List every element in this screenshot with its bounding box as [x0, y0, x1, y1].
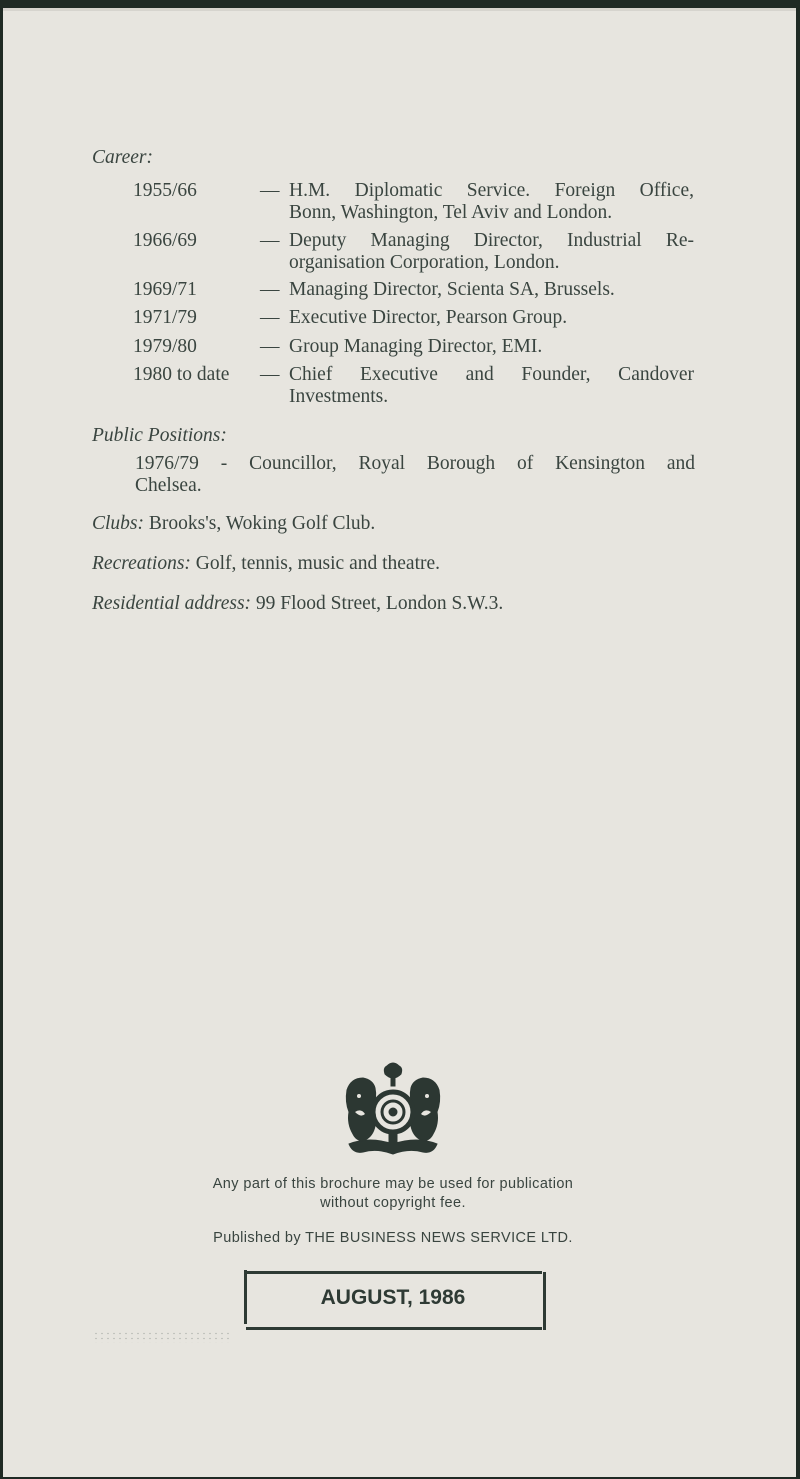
career-dash: —: [260, 307, 280, 328]
recreations-label: Recreations:: [92, 553, 191, 574]
career-description: [289, 279, 694, 301]
recreations-value: Golf, tennis, music and theatre.: [190, 553, 441, 574]
public-position-line: Chelsea.: [135, 475, 202, 496]
copyright-note-line: without copyright fee.: [320, 1195, 466, 1211]
career-description: [289, 307, 694, 329]
career-period: 1955/66: [133, 180, 197, 201]
publication-date-box: [240, 1268, 546, 1330]
career-period: 1969/71: [133, 279, 197, 300]
box-border-bottom: [246, 1327, 542, 1330]
career-description-line: Chief Executive and Founder, Candover: [289, 364, 694, 385]
career-period: 1980 to date: [133, 364, 230, 385]
publication-date: AUGUST, 1986: [320, 1286, 466, 1309]
career-description-line: Managing Director, Scienta SA, Brussels.: [289, 279, 615, 300]
copyright-note: [153, 1175, 633, 1213]
career-dash: —: [260, 279, 280, 300]
clubs-line: [92, 513, 375, 535]
career-description-line: H.M. Diplomatic Service. Foreign Office,: [289, 180, 694, 201]
brochure-page: [3, 8, 796, 1477]
public-position-line: 1976/79 - Councillor, Royal Borough of Kensington and: [135, 453, 695, 474]
career-period: 1971/79: [133, 307, 197, 328]
career-dash: —: [260, 364, 280, 385]
royal-coat-of-arms-icon: [341, 1062, 445, 1162]
address-value: 99 Flood Street, London S.W.3.: [251, 593, 504, 614]
career-dash: —: [260, 336, 280, 357]
box-border-top: [246, 1271, 542, 1274]
recreations-line: [92, 553, 440, 575]
career-period: 1966/69: [133, 230, 197, 251]
career-description-line: Executive Director, Pearson Group.: [289, 307, 568, 328]
career-period: 1979/80: [133, 336, 197, 357]
career-heading: Career:: [92, 147, 154, 168]
career-description-line: Investments.: [289, 386, 389, 407]
career-description: [289, 230, 694, 274]
career-description-line: Deputy Managing Director, Industrial Re-: [289, 230, 694, 251]
print-speckle: [93, 1331, 233, 1343]
career-description: [289, 180, 694, 224]
public-position-item: [135, 453, 695, 497]
career-dash: —: [260, 230, 280, 251]
address-label: Residential address:: [92, 593, 252, 614]
career-description-line: Group Managing Director, EMI.: [289, 336, 543, 357]
clubs-label: Clubs:: [92, 513, 145, 534]
career-description-line: organisation Corporation, London.: [289, 252, 560, 273]
address-line: [92, 593, 503, 615]
career-description-line: Bonn, Washington, Tel Aviv and London.: [289, 202, 613, 223]
publisher-line: Published by THE BUSINESS NEWS SERVICE LTD.: [213, 1230, 573, 1246]
career-dash: —: [260, 180, 280, 201]
career-description: [289, 336, 694, 358]
copyright-note-line: Any part of this brochure may be used for publication: [212, 1176, 574, 1192]
public-positions-heading: Public Positions:: [92, 425, 227, 446]
career-description: [289, 364, 694, 408]
clubs-value: Brooks's, Woking Golf Club.: [144, 513, 376, 534]
